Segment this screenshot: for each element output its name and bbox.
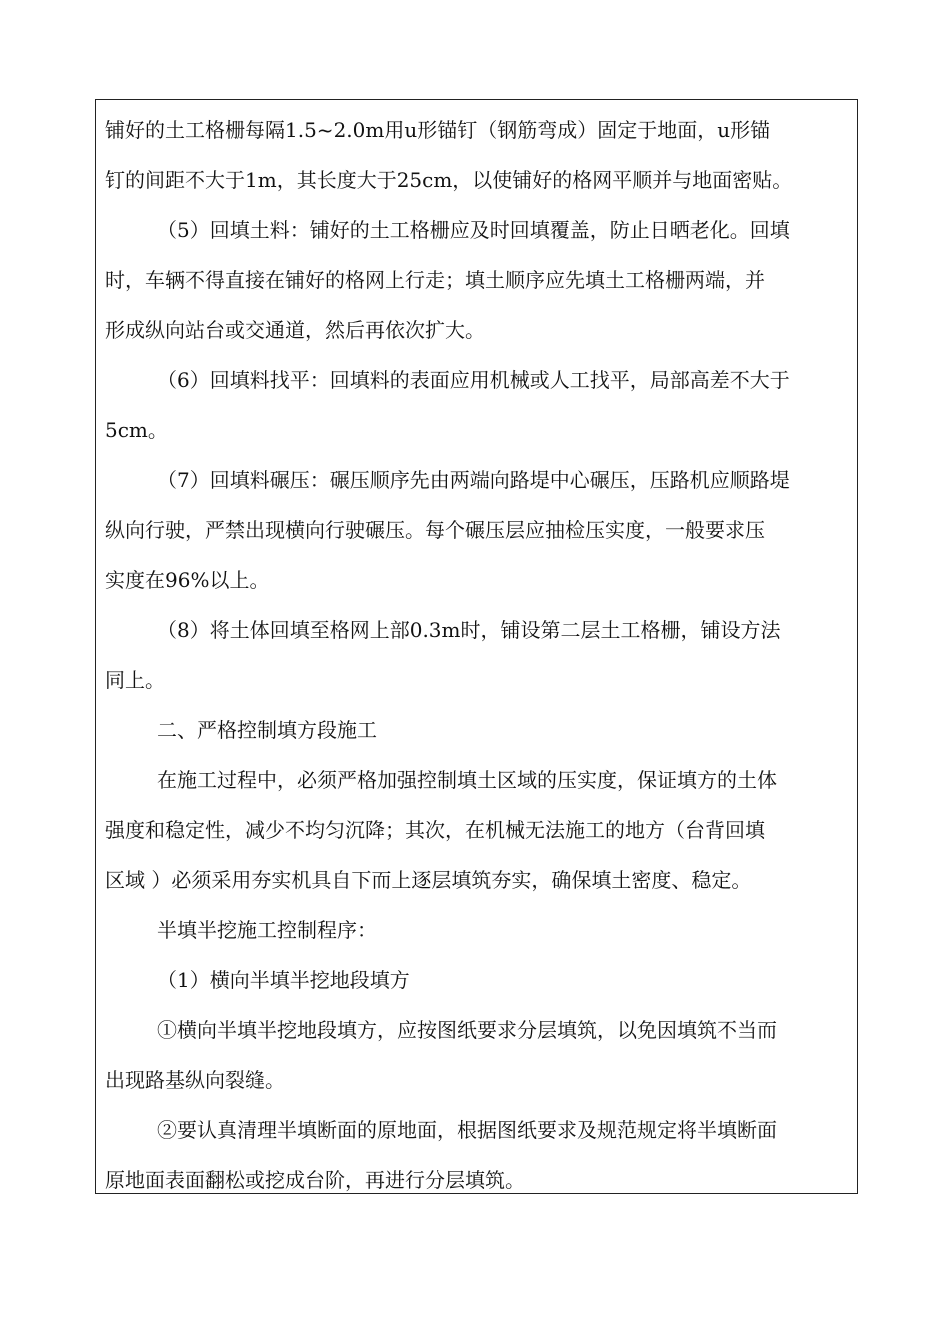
text-line: （7）回填料碾压：碾压顺序先由两端向路堤中心碾压，压路机应顺路堤 [157,468,790,492]
text-line: 原地面表面翻松或挖成台阶，再进行分层填筑。 [105,1168,525,1192]
text-line: （5）回填土料：铺好的土工格栅应及时回填覆盖，防止日晒老化。回填 [157,218,790,242]
document-body [105,105,855,1205]
text-line: 出现路基纵向裂缝。 [105,1068,285,1092]
text-line: ①横向半填半挖地段填方，应按图纸要求分层填筑，以免因填筑不当而 [157,1018,777,1042]
text-line: 在施工过程中，必须严格加强控制填土区域的压实度，保证填方的土体 [157,768,777,792]
text-line: 5cm。 [105,418,168,442]
text-line: 同上。 [105,668,165,692]
text-line: 区域 ）必须采用夯实机具自下而上逐层填筑夯实，确保填土密度、稳定。 [105,868,752,892]
text-line: 半填半挖施工控制程序： [157,918,377,942]
text-line: 钉的间距不大于1m，其长度大于25cm，以使铺好的格网平顺并与地面密贴。 [105,168,793,192]
text-line: 铺好的土工格栅每隔1.5~2.0m用u形锚钉（钢筋弯成）固定于地面，u形锚 [105,118,771,142]
text-line: （6）回填料找平：回填料的表面应用机械或人工找平，局部高差不大于 [157,368,790,392]
section-heading: 二、严格控制填方段施工 [157,718,377,742]
text-line: 形成纵向站台或交通道，然后再依次扩大。 [105,318,485,342]
text-line: （1）横向半填半挖地段填方 [157,968,410,992]
text-line: 纵向行驶，严禁出现横向行驶碾压。每个碾压层应抽检压实度，一般要求压 [105,518,765,542]
text-line: 强度和稳定性，减少不均匀沉降；其次，在机械无法施工的地方（台背回填 [105,818,765,842]
text-line: （8）将土体回填至格网上部0.3m时，铺设第二层土工格栅，铺设方法 [157,618,781,642]
text-line: 时，车辆不得直接在铺好的格网上行走；填土顺序应先填土工格栅两端，并 [105,268,765,292]
text-line: 实度在96%以上。 [105,568,270,592]
document-frame [95,99,858,1194]
text-line: ②要认真清理半填断面的原地面，根据图纸要求及规范规定将半填断面 [157,1118,777,1142]
